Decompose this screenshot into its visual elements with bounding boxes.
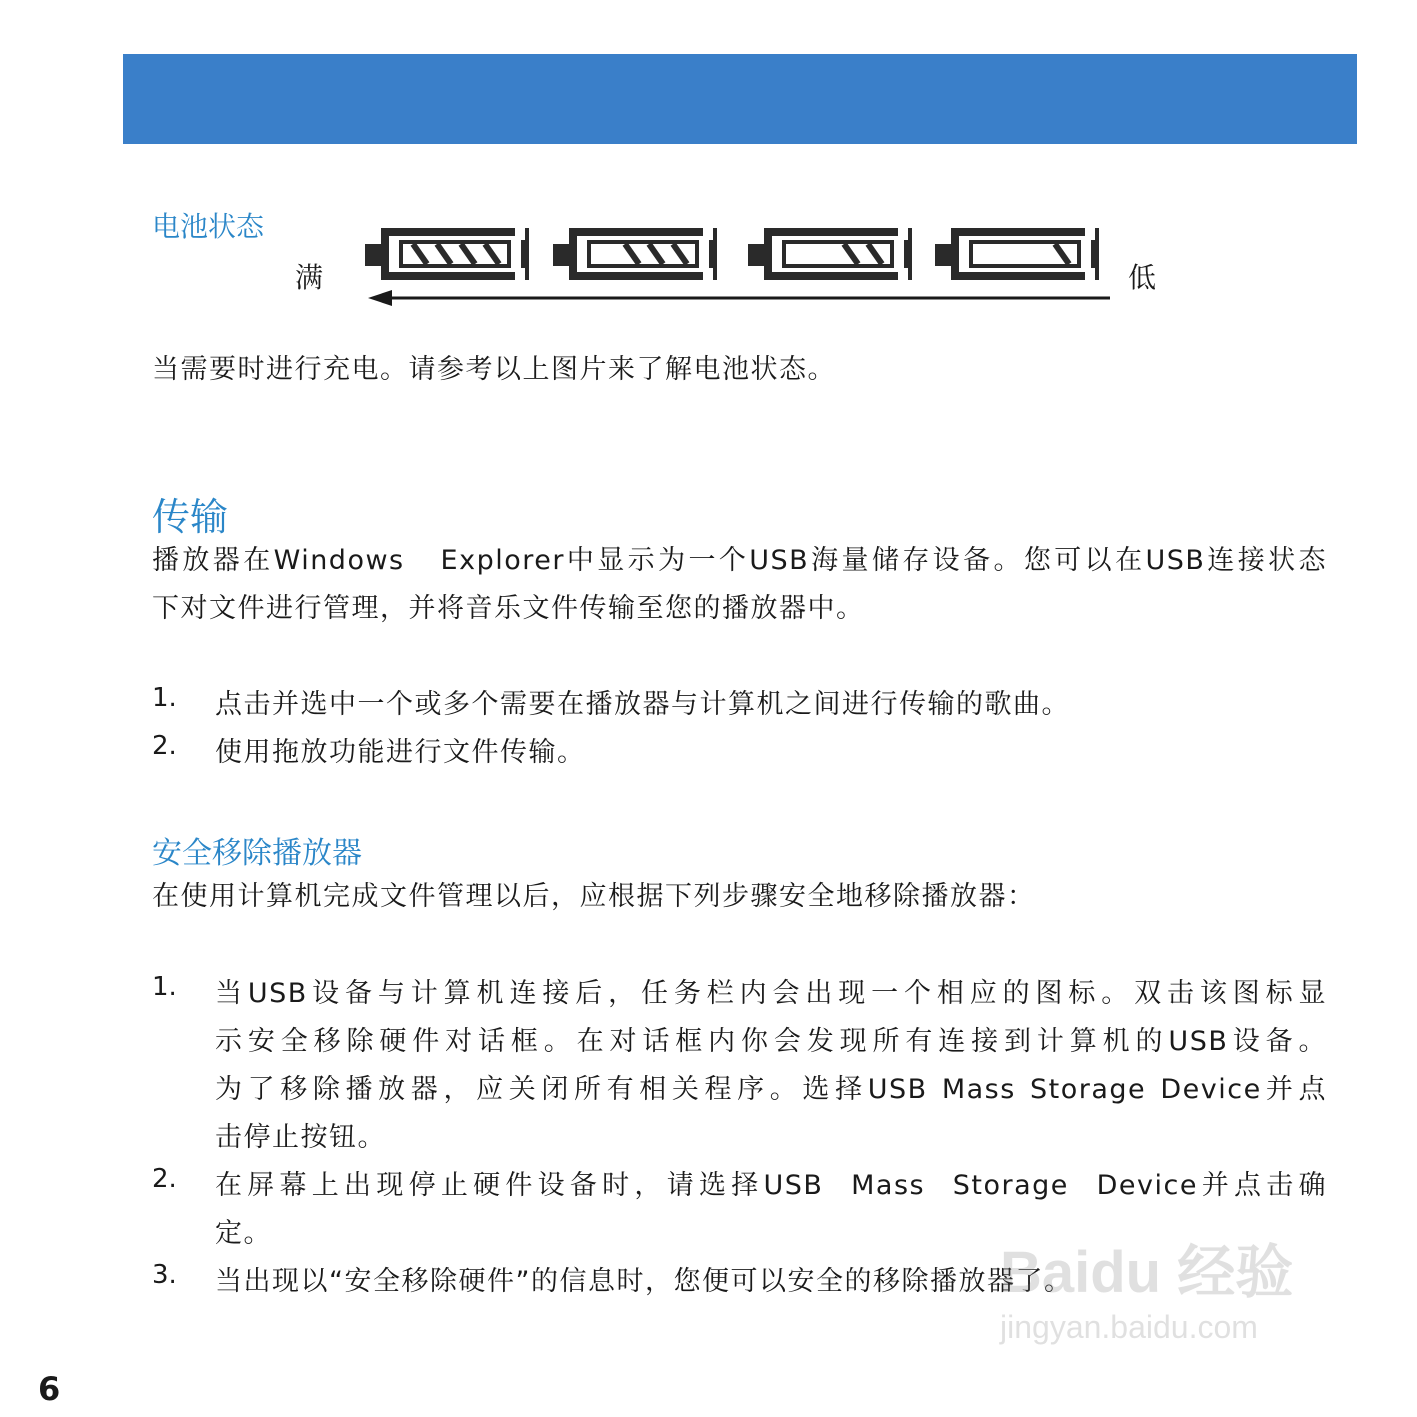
left-arrow-icon (368, 288, 1113, 308)
remove-step-text (215, 970, 1327, 1162)
remove-step-line: 当出现以“安全移除硬件”的信息时，您便可以安全的移除播放器了。 (215, 1266, 1073, 1297)
battery-description: 当需要时进行充电。请参考以上图片来了解电池状态。 (152, 354, 836, 385)
safe-remove-intro: 在使用计算机完成文件管理以后，应根据下列步骤安全地移除播放器： (152, 881, 1036, 912)
remove-step-number: 1. (152, 972, 177, 1002)
page-number: 6 (38, 1370, 61, 1408)
transfer-title: 传输 (152, 495, 229, 539)
transfer-intro-line1: 播放器在Windows Explorer中显示为一个USB海量储存设备。您可以在USB连接状态 (152, 545, 1327, 576)
transfer-step-text: 使用拖放功能进行文件传输。 (215, 737, 586, 768)
full-label: 满 (295, 261, 324, 294)
remove-step-number: 2. (152, 1164, 177, 1194)
transfer-intro-line2: 下对文件进行管理，并将音乐文件传输至您的播放器中。 (152, 593, 865, 624)
battery-high-icon (553, 226, 718, 282)
safe-remove-title: 安全移除播放器 (152, 836, 362, 871)
remove-step-line: 定。 (215, 1218, 272, 1249)
battery-medium-icon (748, 226, 913, 282)
battery-status-title: 电池状态 (152, 210, 265, 243)
watermark-url: jingyan.baidu.com (1000, 1309, 1258, 1345)
remove-step-line: 击停止按钮。 (215, 1122, 386, 1153)
remove-step-line: 为了移除播放器，应关闭所有相关程序。选择USB Mass Storage Device并点 (215, 1074, 1327, 1105)
header-bar (123, 54, 1357, 144)
remove-step-line: 在屏幕上出现停止硬件设备时，请选择USB Mass Storage Device并点击确 (215, 1170, 1327, 1201)
battery-low-icon (935, 226, 1100, 282)
remove-step-number: 3. (152, 1260, 177, 1290)
transfer-step-number: 1. (152, 683, 177, 713)
battery-full-icon (365, 226, 530, 282)
transfer-step-number: 2. (152, 731, 177, 761)
baidu-watermark (1000, 1225, 1293, 1346)
transfer-step-text: 点击并选中一个或多个需要在播放器与计算机之间进行传输的歌曲。 (215, 689, 1070, 720)
low-label: 低 (1128, 261, 1157, 294)
watermark-logo: Baidu 经验 (1000, 1240, 1294, 1305)
remove-step-line: 示安全移除硬件对话框。在对话框内你会发现所有连接到计算机的USB设备。 (215, 1026, 1327, 1057)
remove-step-line: 当USB设备与计算机连接后，任务栏内会出现一个相应的图标。双击该图标显 (215, 978, 1327, 1009)
